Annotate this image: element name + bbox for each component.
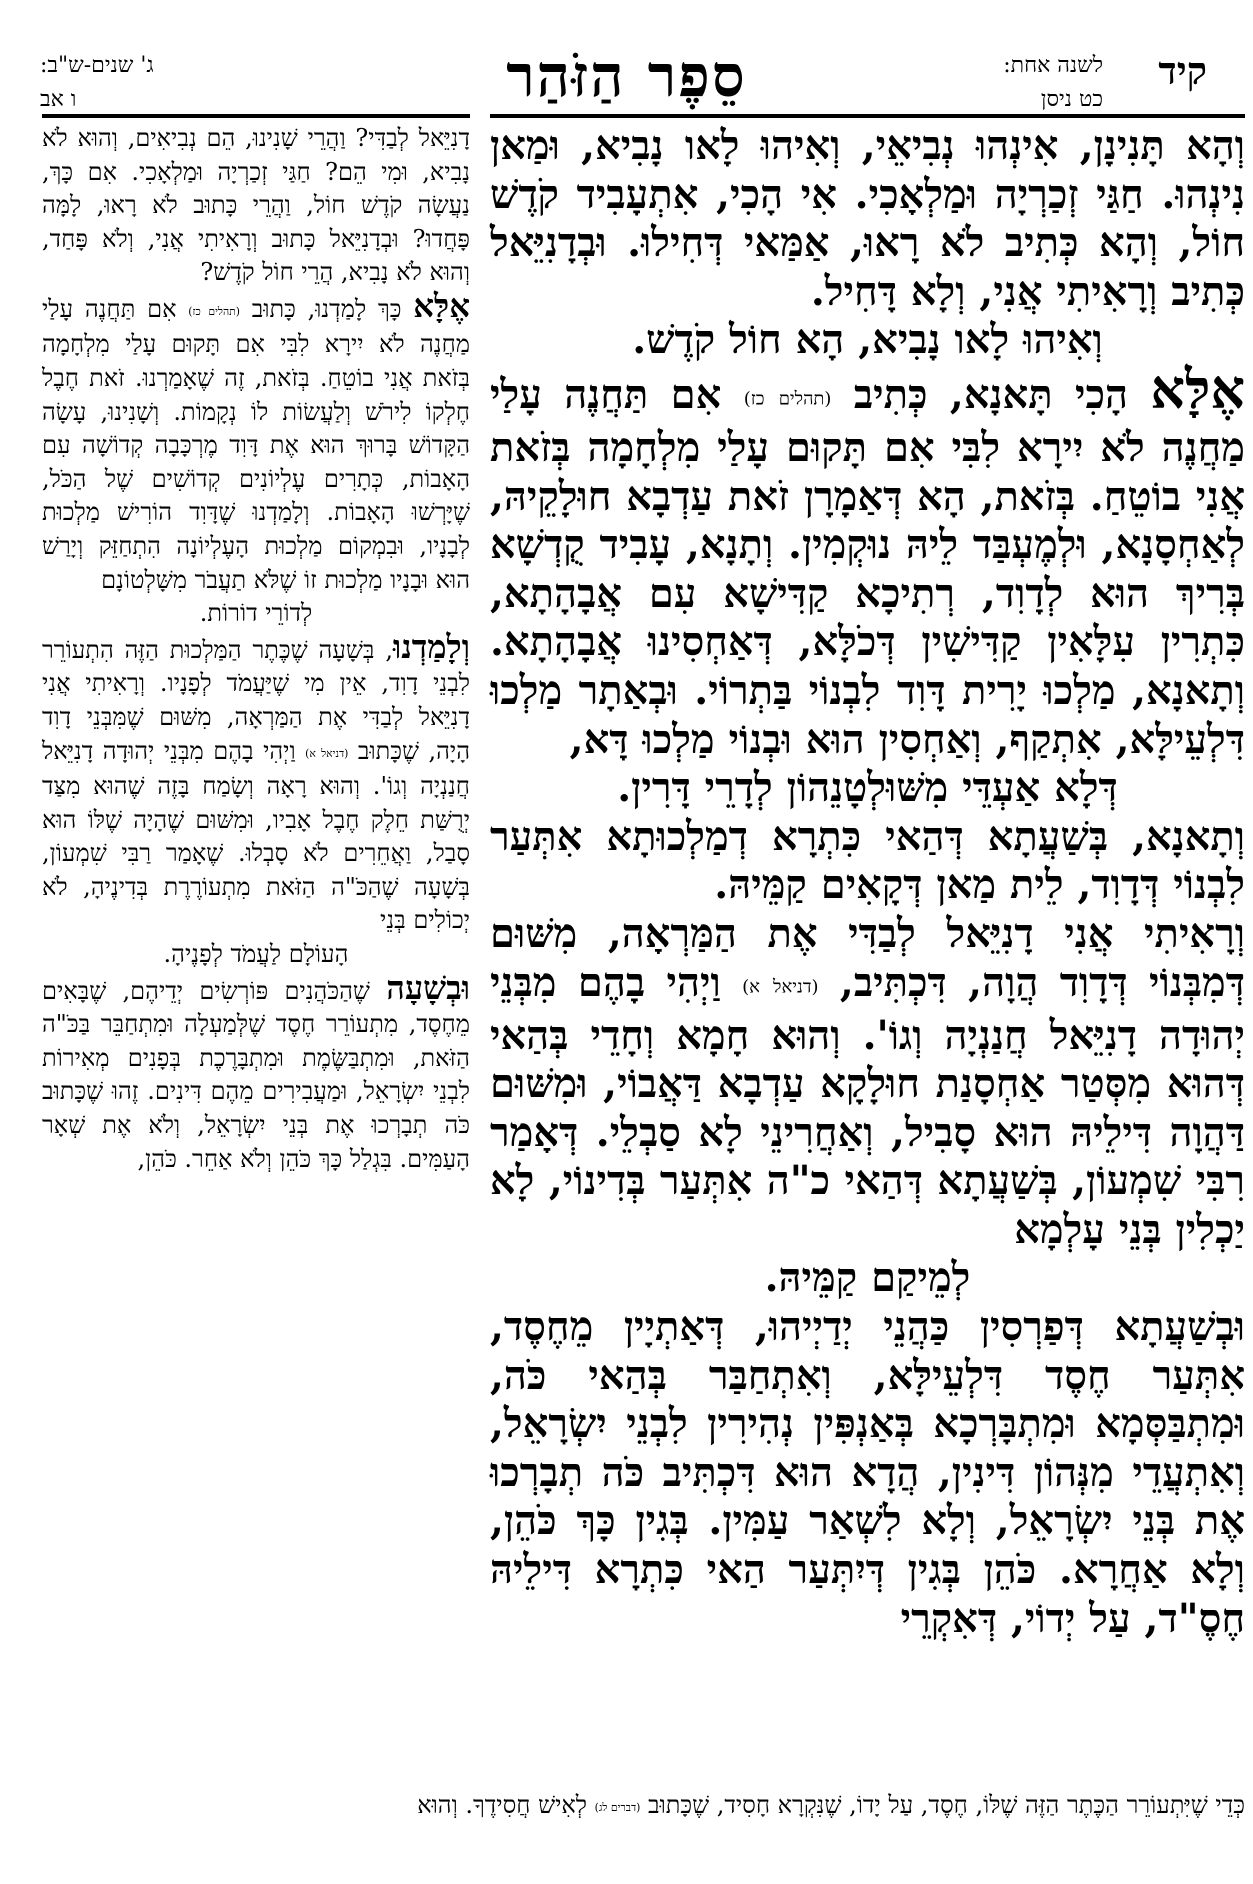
page-number: קיד xyxy=(1158,48,1207,93)
study-schedule-date: כט ניסן xyxy=(1040,87,1103,112)
page-header xyxy=(0,0,1253,118)
book-title: סֵפֶר הַזֹּהַר xyxy=(506,42,747,110)
main-paragraph-1: וְהָא תָּנִינָן, אִינְהוּ נְבִיאֵי, וְאִיהוּ לָאו נָבִיא, וּמַאן נִינְהוּ. חַגַּי זְכַרְיָה וּמַלְאָכִי. אִי הָכִי, אִתְעָבִיד קֹדֶשׁ חוֹל, וְהָא כְּתִיב לֹא רָאוּ, אַמַּאי דְּחִילוּ. וּבְדָנִיֵּאל כְּתִיב וְרָאִיתִי אֲנִי, וְלָא דָּחִיל. xyxy=(490,122,1245,315)
main-paragraph-4-end: לְמֵיקַם קַמֵּיהּ. xyxy=(764,1254,971,1302)
main-header-rule xyxy=(490,114,1245,118)
aramaic-main-column xyxy=(490,122,1245,1777)
main-paragraph-2: אֶלָּא הָכִי תָּאנָא, כְּתִיב (תהלים כז) אִם תַּחֲנֶה עָלַי מַחֲנֶה לֹא יִירָא לִבִּי אִם תָּקוּם עָלַי מִלְחָמָה בְּזֹאת אֲנִי בוֹטֵחַ. בְּזֹאת, הָא דְּאַמָרָן זֹאת עַדְבָא חוּלָקֵיהּ, לְאַחְסָנָא, וּלְמֶעְבַּד לֵיהּ נוּקְמִין. וְתָנָא, עָבִיד קֻדְשָׁא בְּרִיךְ הוּא לְדָוִד, רְתִיכָא קַדִּישָׁא עִם אֲבָהָתָא, כִּתְרִין עִלָּאִין קַדִּישִׁין דְּכֹלָּא, דְּאַחְסִינוּ אֲבָהָתָא. וְתָאנָא, מַלְכוּ יָרִית דָּוִד לִבְנוֹי בַּתְרוֹי. וּבְאַתָר מַלְכוּ דִּלְעֵילָּא, אִתְקַף, וְאַחְסִין הוּא וּבְנוֹי מַלְכוּ דָּא, xyxy=(490,356,1245,763)
main-paragraph-2-end: דְּלָא אַעְדֵּי מִשּׁוּלְטָנֵהוֹן לְדָרֵי דָּרִין. xyxy=(617,764,1118,812)
main-paragraph-5: וּבְשַׁעֲתָא דְּפַרְסִין כַּהֲנֵי יְדַיְיהוּ, דְּאַתְיָין מֵחֶסֶד, אִתְּעַר חֶסֶד דִּלְעֵילָּא, וְאִתְחַבַּר בְּהַאי כֹּה, וּמִתְבַּסְּמָא וּמִתְבָּרְכָא בְּאַנְפִּין נְהִירִין לִבְנֵי יִשְׂרָאֵל, וְאִתְעֲדֵי מִנְּהוֹן דִּינִין, הֲדָא הוּא דִּכְתִּיב כֹּה תְבָרְכוּ אֶת בְּנֵי יִשְׂרָאֵל, וְלָא לִשְׁאַר עַמִּין. בְּגִין כָּךְ כֹּהֵן, וְלָא אַחֲרָא. כֹּהֵן בְּגִין דְּיִתְּעַר הַאי כִּתְרָא דִּילֵיהּ חֶסֶ"ד, עַל יְדוֹי, דְּאִקְרֵי xyxy=(490,1303,1246,1642)
main-paragraph-2-opening-word: אֶלָּא xyxy=(1150,356,1245,421)
side-paragraph-2-opening-word: אֶלָּא xyxy=(413,286,470,325)
scripture-reference: (דברים לג) xyxy=(594,1800,641,1814)
schedule-cycle-label: ג' שנים-ש"ב: xyxy=(40,53,154,78)
side-paragraph-4-opening-word: וּבְשָׁעָה xyxy=(386,968,470,1007)
scripture-reference: (תהלים כז) xyxy=(188,304,240,318)
main-paragraph-3: וְתָאנָא, בְּשַׁעֲתָא דְּהַאי כִּתְרָא דְמַלְכוּתָא אִתְּעַר לִבְנוֹי דְּדָוִד, לֵית מַאן דְּקָאִים קַמֵּיהּ. xyxy=(490,812,1245,909)
side-paragraph-1: דָנִיֵּאל לְבַדִּי? וַהֲרֵי שָׁנִינוּ, הֵם נְבִיאִים, וְהוּא לֹא נָבִיא, וּמִי הֵם? חַגַּי זְכַרְיָה וּמַלְאָכִי. אִם כָּךְ, נַעֲשָׂה קֹדֶשׁ חוֹל, וַהֲרֵי כָּתוּב לֹא רָאוּ, לָמָּה פָּחֲדוּ? וּבְדָנִיֵּאל כָּתוּב וְרָאִיתִי אֲנִי, וְלֹא פָּחַד, וְהוּא לֹא נָבִיא, הֲרֵי חוֹל קֹדֶשׁ? xyxy=(42,124,470,287)
side-paragraph-3: וְלָמַדְנוּ, בְּשָׁעָה שֶׁכֶּתֶר הַמַּלְכוּת הַזֶּה הִתְעוֹרֵר לִבְנֵי דָוִד, אֵין מִי שֶׁיַּעֲמֹד לְפָנָיו. וְרָאִיתִי אֲנִי דָנִיֵּאל לְבַדִּי אֶת הַמַּרְאָה, מִשּׁוּם שֶׁמִּבְּנֵי דָוִד הָיָה, שֶׁכָּתוּב (דניאל א) וַיְהִי בָהֶם מִבְּנֵי יְהוּדָה דָנִיֵּאל חֲנַנְיָה וְגוֹ'. וְהוּא רָאָה וְשָׂמַח בָּזֶה שֶׁהוּא מִצַּד יְרֻשַּׁת חֵלֶק חֶבֶל אָבִיו, וּמִשּׁוּם שֶׁהָיָה שֶׁלּוֹ הוּא סָבַל, וַאֲחֵרִים לֹא סָבְלוּ. שֶׁאָמַר רַבִּי שִׁמְעוֹן, בְּשָׁעָה שֶׁהַכֹּ"ה הַזֹּאת מִתְעוֹרֶרֶת בְּדִינֶיהָ, לֹא יְכוֹלִים בְּנֵי xyxy=(42,627,470,935)
side-paragraph-3-end: הָעוֹלָם לַעֲמֹד לְפָנֶיהָ. xyxy=(163,939,349,968)
study-schedule-label: לשנה אחת: xyxy=(1003,53,1103,78)
scripture-reference: (דניאל א) xyxy=(742,975,819,997)
side-header-rule xyxy=(42,114,470,118)
side-paragraph-2: אֶלָּא כָּךְ לָמַדְנוּ, כָּתוּב (תהלים כז) אִם תַּחֲנֶה עָלַי מַחֲנֶה לֹא יִירָא לִבִּי אִם תָּקוּם עָלַי מִלְחָמָה בְּזֹאת אֲנִי בוֹטֵחַ. בְּזֹאת, זֶה שֶׁאָמַרְנוּ. זֹאת חֶבֶל חֶלְקוֹ לִירֹשׁ וְלַעֲשׂוֹת לוֹ נְקָמוֹת. וְשָׁנִינוּ, עָשָׂה הַקָּדוֹשׁ בָּרוּךְ הוּא אֶת דָּוִד מֶרְכָּבָה קְדוֹשָׁה עִם הָאָבוֹת, כְּתָרִים עֶלְיוֹנִים קְדוֹשִׁים שֶׁל הַכֹּל, שֶׁיָּרְשׁוּ הָאָבוֹת. וְלָמַדְנוּ שֶׁדָּוִד הוֹרִישׁ מַלְכוּת לְבָנָיו, וּבִמְקוֹם מַלְכוּת הָעֶלְיוֹנָה הִתְחַזֵּק וְיָרַשׁ הוּא וּבָנָיו מַלְכוּת זוֹ שֶׁלֹּא תַעֲבֹר מִשָּׁלְטוֹנָם xyxy=(42,286,470,594)
main-paragraph-1-end: וְאִיהוּ לָאו נָבִיא, הָא חוֹל קֹדֶשׁ. xyxy=(632,316,1103,364)
side-paragraph-2-end: לְדוֹרֵי דוֹרוֹת. xyxy=(199,599,313,628)
scripture-reference: (דניאל א) xyxy=(305,746,349,760)
main-paragraph-4: וְרָאִיתִי אֲנִי דָנִיֵּאל לְבַדִּי אֶת הַמַּרְאָה, מִשּׁוּם דְּמִבְּנוֹי דְּדָוִד הֲוָה, דִּכְתִּיב, (דניאל א) וַיְהִי בָהֶם מִבְּנֵי יְהוּדָה דָנִיֵּאל חֲנַנְיָה וְגוֹ'. וְהוּא חָמָא וְחָדֵי בְּהַאי דְּהוּא מִסְּטַר אַחְסָנַת חוּלָקָא עַדְבָא דַּאֲבוֹי, וּמִשּׁוּם דַּהֲוָה דִּילֵיהּ הוּא סָבִיל, וְאַחֲרִינֵי לָא סַבְלֵי. דְּאָמַר רִבִּי שִׁמְעוֹן, בְּשַׁעֲתָא דְּהַאי כ"ה אִתְּעַר בְּדִינוֹי, לָא יַכְלִין בְּנֵי עָלְמָא xyxy=(490,909,1245,1253)
schedule-cycle-date: ו אב xyxy=(40,87,77,112)
side-paragraph-4: וּבְשָׁעָה שֶׁהַכֹּהֲנִים פּוֹרְשִׂים יְדֵיהֶם, שֶׁבָּאִים מֵחֶסֶד, מִתְעוֹרֵר חֶסֶד שֶׁלְּמַעְלָה וּמִתְחַבֵּר בַּכֹּ"ה הַזֹּאת, וּמִתְבַּשֶּׂמֶת וּמִתְבָּרֶכֶת בְּפָנִים מְאִירוֹת לִבְנֵי יִשְׂרָאֵל, וּמַעֲבִירִים מֵהֶם דִּינִים. זֶהוּ שֶׁכָּתוּב כֹּה תְבָרְכוּ אֶת בְּנֵי יִשְׂרָאֵל, וְלֹא אֶת שְׁאָר הָעַמִּים. בִּגְלַל כָּךְ כֹּהֵן וְלֹא אַחֵר. כֹּהֵן, xyxy=(42,968,470,1173)
scripture-reference: (תהלים כז) xyxy=(743,388,832,410)
hebrew-translation-column xyxy=(42,122,470,1777)
bottom-continuation-line: כְּדֵי שֶׁיִּתְעוֹרֵר הַכֶּתֶר הַזֶּה שֶׁלּוֹ, חֶסֶד, עַל יָדוֹ, שֶׁנִּקְרָא חָסִיד, שֶׁכָּתוּב (דברים לג) לְאִישׁ חֲסִידֶךָ. וְהוּא xyxy=(417,1791,1245,1819)
side-paragraph-3-opening-word: וְלָמַדְנוּ xyxy=(392,627,470,666)
